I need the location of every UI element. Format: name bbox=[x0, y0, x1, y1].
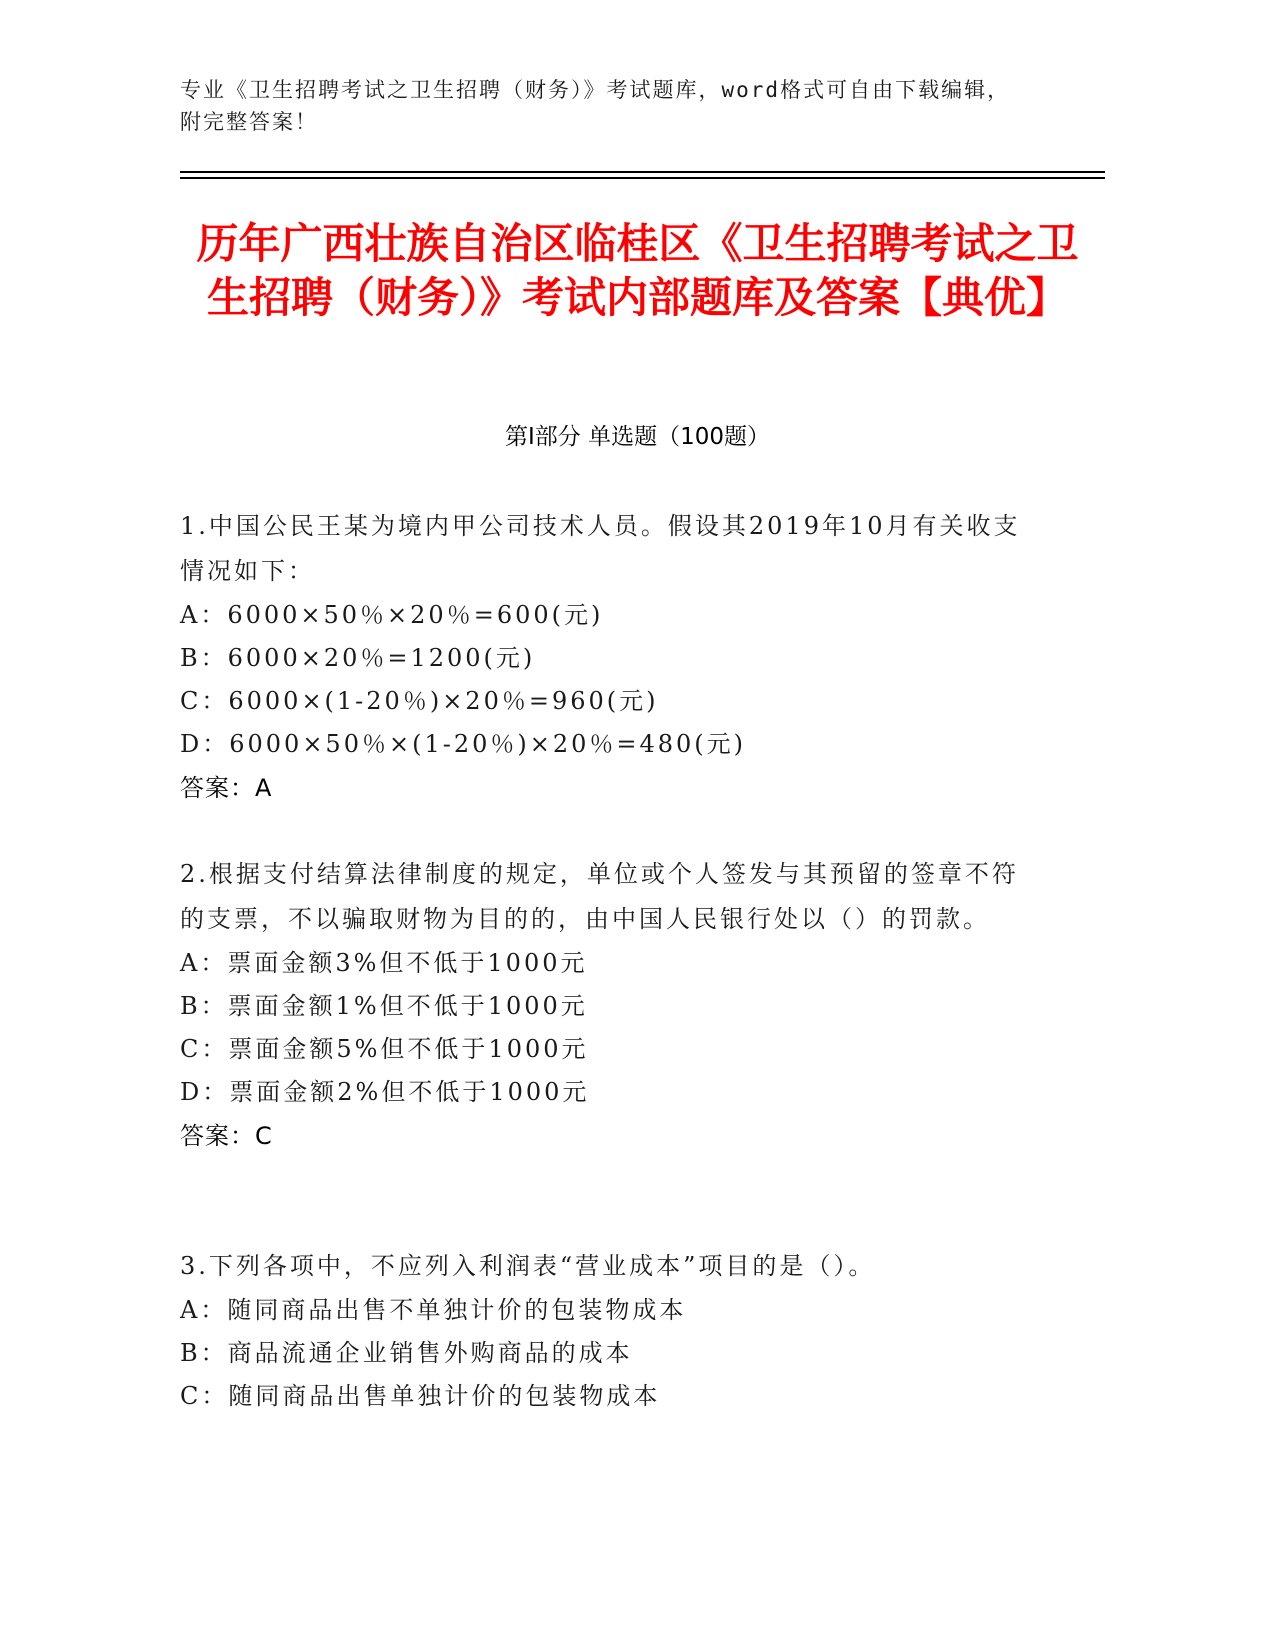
option-d: D：票面金额2%但不低于1000元 bbox=[180, 1078, 590, 1106]
option-a: A：票面金额3%但不低于1000元 bbox=[180, 949, 588, 977]
question-item bbox=[180, 852, 1030, 1159]
option-b: B：票面金额1%但不低于1000元 bbox=[180, 992, 588, 1020]
header-note: 专业《卫生招聘考试之卫生招聘（财务）》考试题库，word格式可自由下载编辑，附完整答案！ bbox=[180, 78, 1011, 134]
option-b: B：商品流通企业销售外购商品的成本 bbox=[180, 1339, 633, 1367]
document-title: 历年广西壮族自治区临桂区《卫生招聘考试之卫生招聘（财务）》考试内部题库及答案【典优】 bbox=[196, 219, 1079, 322]
header-divider-top bbox=[180, 171, 1105, 173]
question-stem: 2.根据支付结算法律制度的规定，单位或个人签发与其预留的签章不符的支票，不以骗取财物为目的的，由中国人民银行处以（）的罚款。 bbox=[180, 860, 1019, 933]
option-d: D：6000×50％×(1-20％)×20％=480(元) bbox=[180, 730, 747, 758]
section-heading: 第Ⅰ部分 单选题（100题） bbox=[505, 424, 770, 450]
option-b: B：6000×20％=1200(元) bbox=[180, 644, 536, 672]
question-item bbox=[180, 1244, 1030, 1418]
option-c: C：6000×(1-20％)×20％=960(元) bbox=[180, 687, 659, 715]
answer-line: 答案：A bbox=[180, 774, 273, 802]
question-stem: 3.下列各项中，不应列入利润表“营业成本”项目的是（）。 bbox=[180, 1252, 876, 1280]
option-c: C：票面金额5%但不低于1000元 bbox=[180, 1035, 589, 1063]
option-a: A：随同商品出售不单独计价的包装物成本 bbox=[180, 1296, 687, 1324]
answer-line: 答案：C bbox=[180, 1122, 273, 1150]
option-c: C：随同商品出售单独计价的包装物成本 bbox=[180, 1382, 661, 1410]
question-stem: 1.中国公民王某为境内甲公司技术人员。假设其2019年10月有关收支情况如下： bbox=[180, 512, 1021, 585]
question-item bbox=[180, 504, 1030, 811]
option-a: A：6000×50％×20％=600(元) bbox=[180, 601, 604, 629]
header-divider-bottom bbox=[180, 177, 1105, 179]
